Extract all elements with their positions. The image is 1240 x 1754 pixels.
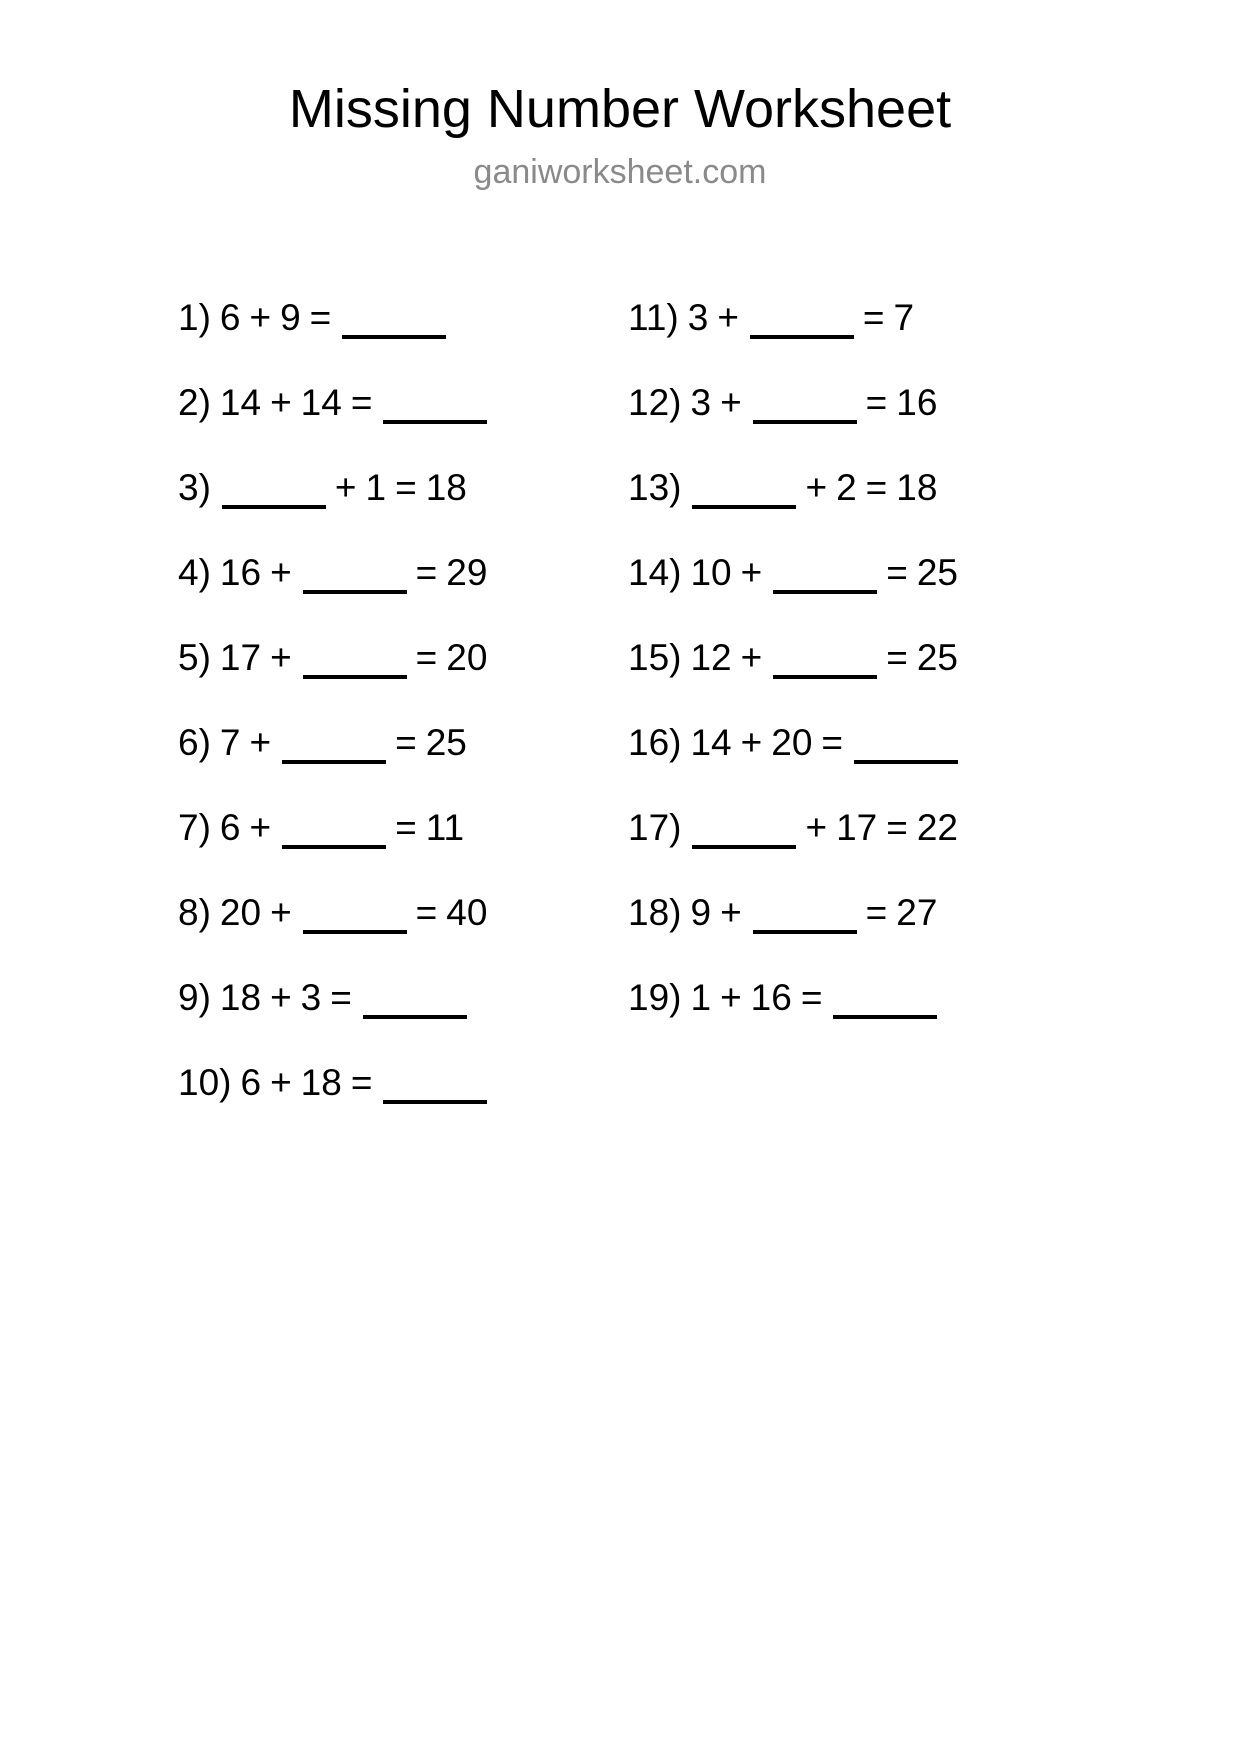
equals-operator: = [821, 722, 844, 763]
operand-a: 16 [219, 552, 262, 593]
plus-operator: + [805, 467, 828, 508]
problem-number: 17) [628, 807, 682, 848]
answer-blank-operand-b[interactable] [750, 335, 854, 339]
problem-number: 9) [178, 977, 211, 1018]
problem-row [628, 551, 1088, 636]
problem-row [628, 636, 1088, 721]
problem-row [178, 891, 628, 976]
answer-blank-operand-b[interactable] [773, 590, 877, 594]
problem-number: 8) [178, 892, 211, 933]
equals-operator: = [865, 382, 888, 423]
result-value: 18 [896, 467, 938, 508]
plus-operator: + [805, 807, 828, 848]
operand-a: 9 [690, 892, 712, 933]
problem-row [178, 296, 628, 381]
problem-number: 15) [628, 637, 682, 678]
problem-number: 1) [178, 297, 211, 338]
equals-operator: = [350, 382, 373, 423]
plus-operator: + [720, 382, 742, 423]
problems-column-right [628, 296, 1088, 1061]
answer-blank-operand-b[interactable] [282, 845, 386, 849]
plus-operator: + [249, 722, 272, 763]
equals-operator: = [886, 807, 908, 848]
operand-a: 7 [219, 722, 241, 763]
result-value: 22 [916, 807, 959, 848]
operand-a: 6 [240, 1062, 262, 1103]
equals-operator: = [350, 1062, 373, 1103]
operand-b: 3 [300, 977, 322, 1018]
operand-a: 18 [219, 977, 262, 1018]
equals-operator: = [415, 552, 438, 593]
plus-operator: + [270, 892, 292, 933]
problems-container [0, 296, 1240, 1146]
answer-blank-operand-b[interactable] [303, 930, 407, 934]
operand-b: 9 [280, 297, 301, 338]
result-value: 40 [446, 892, 488, 933]
problems-column-left [178, 296, 628, 1146]
problem-number: 6) [178, 722, 211, 763]
plus-operator: + [334, 467, 357, 508]
operand-a: 3 [687, 297, 709, 338]
operand-b: 18 [300, 1062, 342, 1103]
plus-operator: + [270, 552, 292, 593]
equals-operator: = [395, 807, 417, 848]
plus-operator: + [740, 552, 763, 593]
problem-row [178, 381, 628, 466]
answer-blank-result[interactable] [854, 760, 958, 764]
result-value: 7 [893, 297, 915, 338]
operand-a: 6 [219, 807, 241, 848]
problem-row [628, 296, 1088, 381]
answer-blank-result[interactable] [383, 1100, 487, 1104]
plus-operator: + [720, 892, 742, 933]
equals-operator: = [886, 552, 908, 593]
answer-blank-operand-b[interactable] [303, 590, 407, 594]
problem-number: 18) [628, 892, 682, 933]
operand-a: 12 [690, 637, 732, 678]
answer-blank-operand-a[interactable] [222, 505, 326, 509]
answer-blank-operand-b[interactable] [753, 930, 857, 934]
result-value: 25 [916, 552, 959, 593]
operand-b: 2 [836, 467, 857, 508]
operand-a: 3 [690, 382, 712, 423]
operand-b: 14 [300, 382, 342, 423]
result-value: 20 [446, 637, 488, 678]
problem-number: 10) [178, 1062, 232, 1103]
equals-operator: = [330, 977, 352, 1018]
problem-number: 4) [178, 552, 211, 593]
equals-operator: = [309, 297, 332, 338]
equals-operator: = [886, 637, 908, 678]
problem-number: 3) [178, 467, 211, 508]
problem-row [628, 891, 1088, 976]
problem-row [628, 381, 1088, 466]
plus-operator: + [740, 637, 763, 678]
equals-operator: = [415, 637, 438, 678]
equals-operator: = [395, 722, 417, 763]
answer-blank-result[interactable] [363, 1015, 467, 1019]
problem-number: 7) [178, 807, 211, 848]
plus-operator: + [270, 637, 292, 678]
operand-a: 6 [219, 297, 241, 338]
result-value: 27 [896, 892, 938, 933]
problem-row [178, 1061, 628, 1146]
problem-row [628, 976, 1088, 1061]
answer-blank-operand-b[interactable] [773, 675, 877, 679]
problem-row [628, 806, 1088, 891]
plus-operator: + [720, 977, 742, 1018]
equals-operator: = [415, 892, 438, 933]
equals-operator: = [862, 297, 885, 338]
problem-row [178, 636, 628, 721]
problem-row [178, 976, 628, 1061]
operand-a: 17 [219, 637, 262, 678]
result-value: 29 [446, 552, 488, 593]
operand-b: 1 [365, 467, 387, 508]
equals-operator: = [395, 467, 417, 508]
answer-blank-result[interactable] [383, 420, 487, 424]
operand-a: 14 [690, 722, 732, 763]
plus-operator: + [270, 977, 292, 1018]
problem-row [178, 466, 628, 551]
operand-a: 10 [690, 552, 732, 593]
result-value: 25 [916, 637, 959, 678]
problem-number: 12) [628, 382, 682, 423]
problem-row [178, 721, 628, 806]
answer-blank-operand-a[interactable] [692, 845, 796, 849]
problem-number: 13) [628, 467, 682, 508]
problem-number: 14) [628, 552, 682, 593]
operand-a: 20 [219, 892, 262, 933]
plus-operator: + [270, 1062, 292, 1103]
equals-operator: = [800, 977, 823, 1018]
source-website-label: ganiworksheet.com [473, 153, 767, 191]
plus-operator: + [740, 722, 763, 763]
equals-operator: = [865, 467, 888, 508]
answer-blank-operand-a[interactable] [692, 505, 796, 509]
operand-a: 14 [219, 382, 262, 423]
problem-row [628, 466, 1088, 551]
plus-operator: + [270, 382, 292, 423]
result-value: 25 [425, 722, 467, 763]
operand-a: 1 [690, 977, 712, 1018]
operand-b: 20 [771, 722, 813, 763]
problem-number: 5) [178, 637, 211, 678]
answer-blank-result[interactable] [342, 335, 446, 339]
plus-operator: + [249, 297, 272, 338]
operand-b: 17 [836, 807, 878, 848]
problem-number: 19) [628, 977, 682, 1018]
result-value: 11 [425, 807, 465, 848]
result-value: 18 [425, 467, 467, 508]
problem-number: 16) [628, 722, 682, 763]
answer-blank-operand-b[interactable] [753, 420, 857, 424]
problem-number: 2) [178, 382, 211, 423]
plus-operator: + [249, 807, 272, 848]
problem-number: 11) [628, 297, 679, 338]
page-title: Missing Number Worksheet [288, 79, 952, 139]
operand-b: 16 [750, 977, 792, 1018]
answer-blank-result[interactable] [833, 1015, 937, 1019]
plus-operator: + [717, 297, 739, 338]
answer-blank-operand-b[interactable] [282, 760, 386, 764]
problem-row [178, 806, 628, 891]
answer-blank-operand-b[interactable] [303, 675, 407, 679]
result-value: 16 [896, 382, 938, 423]
problem-row [178, 551, 628, 636]
problem-row [628, 721, 1088, 806]
worksheet-header [0, 78, 1240, 192]
equals-operator: = [865, 892, 888, 933]
